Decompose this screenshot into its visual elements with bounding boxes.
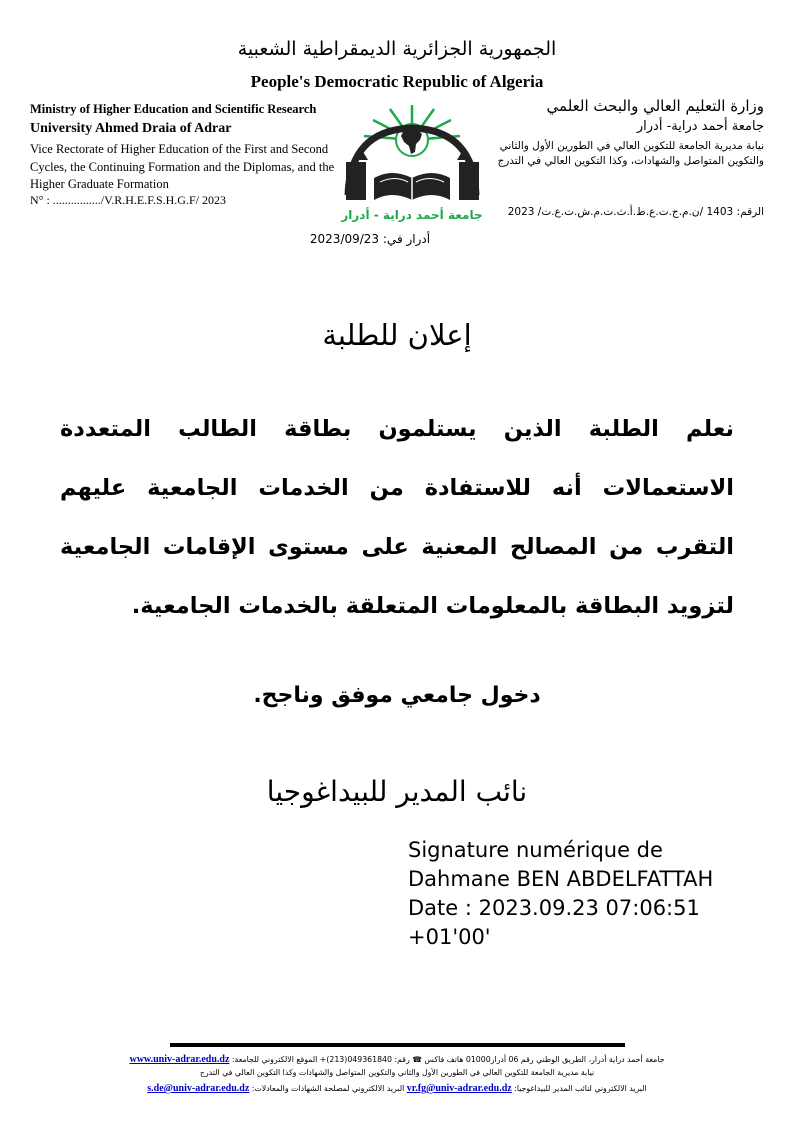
signature-line-3: Date : 2023.09.23 07:06:51 +01'00' (408, 896, 700, 949)
announcement-title: إعلان للطلبة (322, 318, 472, 352)
announcement-body: نعلم الطلبة الذين يستلمون بطاقة الطالب المتعددة الاستعمالات أنه للاستفادة من الخدمات الجامعية عليهم التقرب من المصالح المعنية على مستوى الإقامات الجامعية لتزويد البطاقة بالمعلومات المتعلقة بالخدمات الجامعية. (60, 416, 734, 619)
university-logo (340, 100, 485, 225)
logo-caption: جامعة أحمد دراية - أدرار (341, 208, 483, 222)
republic-name-arabic: الجمهورية الجزائرية الديمقراطية الشعبية (237, 38, 557, 60)
document-date: أدرار في: 2023/09/23 (309, 232, 431, 246)
republic-name-english: People's Democratic Republic of Algeria (250, 72, 544, 91)
signature-line-2: Dahmane BEN ABDELFATTAH (408, 867, 714, 891)
website-link[interactable]: www.univ-adrar.edu.dz (129, 1054, 230, 1065)
footer-divider (170, 1043, 625, 1047)
footer-address: جامعة أحمد دراية أدرار، الطريق الوطني رقم 06 أدرار01000 هاتف فاكس ☎ رقم: 049361840(213)+ الموقع الالكتروني للجامعة: (231, 1055, 665, 1064)
university-name-arabic: جامعة أحمد دراية- أدرار (636, 119, 764, 134)
vice-rectorate-english: Vice Rectorate of Higher Education of the First and Second Cycles, the Continuing Formation and the Diplomas, and the Higher Graduate Formation (30, 142, 335, 191)
university-logo-graphic (340, 100, 485, 225)
reference-number-arabic: الرقم: 1403 /ن.م.ج.ت.ع.ط.أ.ث.ت.م.ش.ت.ع.ت/ 2023 (507, 206, 764, 218)
ministry-name-english: Ministry of Higher Education and Scientific Research (30, 102, 317, 116)
sd-email-label: البريد الالكتروني لمصلحة الشهادات والمعادلات: (251, 1084, 405, 1093)
digital-signature (408, 836, 788, 952)
signature-line-1: Signature numérique de (408, 838, 663, 862)
sd-email-link[interactable]: s.de@univ-adrar.edu.dz (147, 1083, 250, 1094)
signatory-title: نائب المدير للبيداغوجيا (266, 775, 528, 808)
footer-emails-line (20, 1083, 774, 1094)
university-name-english: University Ahmed Draia of Adrar (30, 121, 232, 136)
footer-address-line (20, 1054, 774, 1065)
reference-number-english: N° : ................/V.R.H.E.F.S.H.G.F/ 2023 (30, 193, 226, 207)
footer-vice-rectorate: نيابة مديرية الجامعة للتكوين العالي في الطورين الأول والثاني والتكوين المتواصل والشهادات وكذا التكوين العالي في التدرج (199, 1068, 595, 1077)
vice-rectorate-arabic: نيابة مديرية الجامعة للتكوين العالي في الطورين الأول والثاني والتكوين المتواصل والشهادات، وكذا التكوين العالي في التدرج (497, 140, 764, 167)
vr-email-label: البريد الالكتروني لنائب المدير للبيداغوجيا: (514, 1084, 647, 1093)
closing-wishes: دخول جامعي موفق وناجح. (253, 683, 541, 708)
ministry-name-arabic: وزارة التعليم العالي والبحث العلمي (546, 97, 764, 115)
vr-email-link[interactable]: vr.fg@univ-adrar.edu.dz (406, 1083, 512, 1094)
